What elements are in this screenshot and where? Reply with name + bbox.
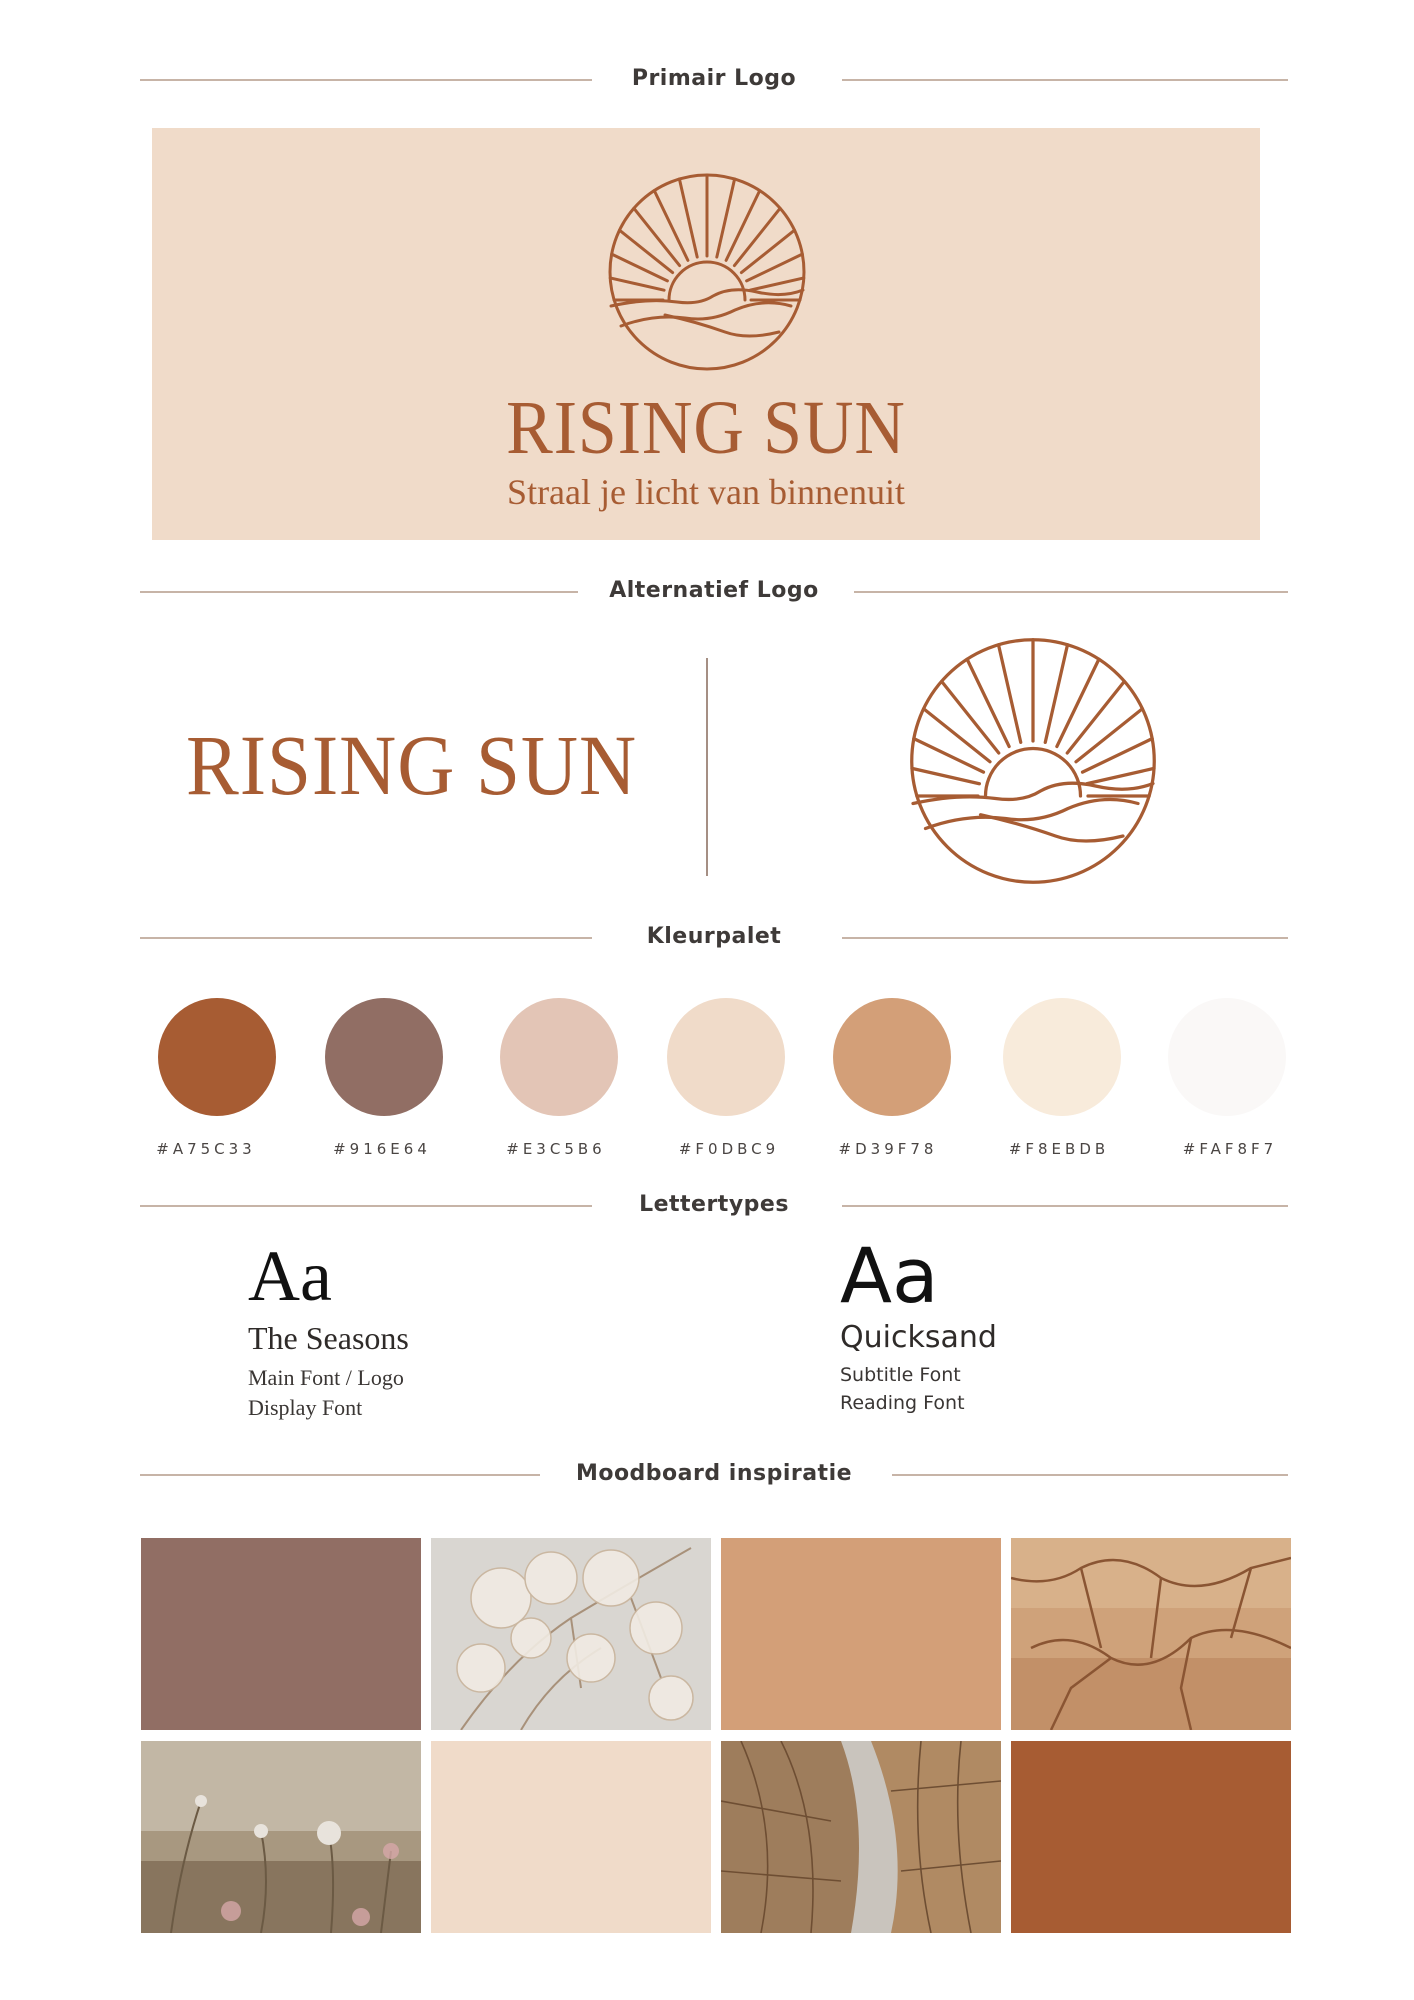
- color-hex-label: #E3C5B6: [506, 1140, 606, 1158]
- primary-logo-panel: [152, 128, 1260, 540]
- sun-ray: [726, 191, 760, 261]
- font-name: Quicksand: [840, 1320, 997, 1355]
- sun-ray: [741, 230, 794, 272]
- moodboard-color-tile: [1011, 1741, 1291, 1933]
- moodboard-color-tile: [431, 1741, 711, 1933]
- font-usage: Reading Font: [840, 1392, 965, 1414]
- sun-ray: [967, 659, 1009, 746]
- color-hex-label: #A75C33: [156, 1140, 256, 1158]
- sun-ray: [654, 191, 688, 261]
- moodboard-photo-cracked-earth: [1011, 1538, 1291, 1730]
- sun-ray: [620, 230, 673, 272]
- section-title: Lettertypes: [639, 1192, 789, 1217]
- section-header-primary-logo: [140, 60, 1288, 100]
- font-usage: Display Font: [248, 1395, 363, 1420]
- sun-ray: [912, 768, 979, 783]
- sun-over-hills-icon: [607, 172, 807, 372]
- font-name: The Seasons: [248, 1320, 409, 1356]
- color-swatch: [667, 998, 785, 1116]
- font-usage: Main Font / Logo: [248, 1365, 404, 1390]
- sun-ray: [610, 278, 664, 290]
- brand-wordmark: RISING SUN: [506, 386, 906, 470]
- sun-ray: [734, 208, 780, 265]
- font-usage: Subtitle Font: [840, 1364, 961, 1386]
- color-hex-label: #D39F78: [838, 1140, 938, 1158]
- sun-ray: [942, 681, 999, 753]
- sun-ray: [914, 739, 984, 773]
- section-header-alternative-logo: [140, 572, 1288, 612]
- sun-ray: [1076, 709, 1142, 762]
- sun-ray: [1067, 681, 1124, 753]
- font-sample: Aa: [248, 1236, 332, 1316]
- sun-ray: [634, 208, 680, 265]
- dried-leaf-image: [721, 1741, 1001, 1933]
- sun-ray: [750, 278, 804, 290]
- section-title: Alternatief Logo: [609, 578, 819, 603]
- font-specimen-serif: [248, 1236, 409, 1423]
- section-header-fonts: [140, 1186, 1288, 1226]
- moodboard-photo-dried-leaf: [721, 1741, 1001, 1933]
- moodboard-color-tile: [141, 1538, 421, 1730]
- font-specimen-sans: [840, 1231, 997, 1417]
- section-title: Kleurpalet: [646, 924, 782, 949]
- section-header-moodboard: [140, 1455, 1288, 1495]
- moodboard-photo-meadow: [141, 1741, 421, 1933]
- color-swatch: [500, 998, 618, 1116]
- section-title: Moodboard inspiratie: [575, 1461, 853, 1486]
- moodboard-photo-lunaria: [431, 1538, 711, 1730]
- sun-ray: [1083, 739, 1153, 773]
- dried-flowers-image: [431, 1538, 711, 1730]
- color-hex-label: #FAF8F7: [1182, 1140, 1278, 1158]
- alt-brand-wordmark: RISING SUN: [186, 717, 638, 813]
- sun-ray: [924, 709, 990, 762]
- sun-ray: [1087, 768, 1154, 783]
- logo-divider: [706, 658, 708, 876]
- color-hex-label: #F8EBDB: [1008, 1140, 1110, 1158]
- color-swatch: [833, 998, 951, 1116]
- sun-ray: [1057, 659, 1099, 746]
- brand-tagline: Straal je licht van binnenuit: [507, 472, 905, 512]
- color-hex-label: #F0DBC9: [678, 1140, 780, 1158]
- section-title: Primair Logo: [631, 66, 797, 91]
- sun-ray: [612, 254, 668, 281]
- cracked-earth-image: [1011, 1538, 1291, 1730]
- color-swatch: [1003, 998, 1121, 1116]
- color-swatch: [325, 998, 443, 1116]
- color-swatch: [1168, 998, 1286, 1116]
- font-sample: Aa: [840, 1231, 939, 1320]
- section-header-palette: [140, 918, 1288, 958]
- color-hex-label: #916E64: [333, 1140, 431, 1158]
- sun-ray: [747, 254, 803, 281]
- wild-flowers-image: [141, 1741, 421, 1933]
- sun-over-hills-icon: [908, 636, 1158, 886]
- color-swatch: [158, 998, 276, 1116]
- moodboard-color-tile: [721, 1538, 1001, 1730]
